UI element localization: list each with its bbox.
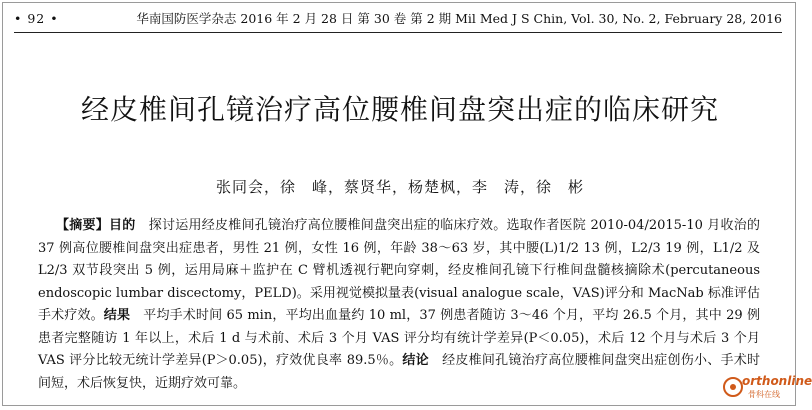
author-list: 张同会，徐 峰，蔡贤华，杨楚枫，李 涛，徐 彬 [215, 178, 584, 196]
journal-citation: 华南国防医学杂志 2016 年 2 月 28 日 第 30 卷 第 2 期 Mil Med J S Chin, Vol. 30, No. 2, February 28, 2016 [136, 11, 782, 26]
conclusion-text: 经皮椎间孔镜治疗高位腰椎间盘突出症创伤小、手术时间短，术后恢复快，近期疗效可靠。 [38, 353, 760, 391]
watermark-brand: orthonline [742, 374, 812, 388]
orthonline-watermark [722, 372, 812, 402]
article-title: 经皮椎间孔镜治疗高位腰椎间盘突出症的临床研究 [80, 93, 719, 126]
header-rule [14, 32, 782, 33]
abstract [38, 215, 760, 395]
results-label: 结果 [103, 308, 131, 323]
conclusion-label: 结论 [402, 353, 429, 368]
objective-label: 目的 [109, 218, 136, 233]
results-text: 平均手术时间 65 min，平均出血量约 10 ml，37 例患者随访 3～46 个月，平均 26.5 个月，其中 29 例患者完整随访 1 年以上，术后 1 d 与术前、术后 3 个月 VAS 评分均有统计学差异(P＜0.05)，术后 12 个月与术后 3 个月 VAS 评分比较无统计学差异(P＞0.05)，疗效优良率 89.5％。 [38, 308, 760, 368]
objective-text: 探讨运用经皮椎间孔镜治疗高位腰椎间盘突出症的临床疗效。选取作者医院 2010-04/2015-10 月收治的 37 例高位腰椎间盘突出症患者，男性 21 例，女性 16 例，年龄 38～63 岁，其中腰(L)1/2 13 例，L2/3 19 例，L1/2 及 L2/3 双节段突出 5 例，运用局麻＋监护在 C 臂机透视行靶向穿刺，经皮椎间孔镜下行椎间盘髓核摘除术(percutaneous endoscopic lumbar discectomy，PELD)。采用视觉模拟量表(visual analogue scale，VAS)评分和 MacNab 标准评估手术疗效。 [38, 218, 760, 323]
watermark-logo-icon [722, 373, 744, 401]
summary-label: 【摘要】 [56, 218, 110, 233]
page-number: • 92 • [14, 11, 59, 26]
watermark-subtitle: 骨科在线 [748, 390, 780, 399]
running-header [14, 8, 782, 30]
